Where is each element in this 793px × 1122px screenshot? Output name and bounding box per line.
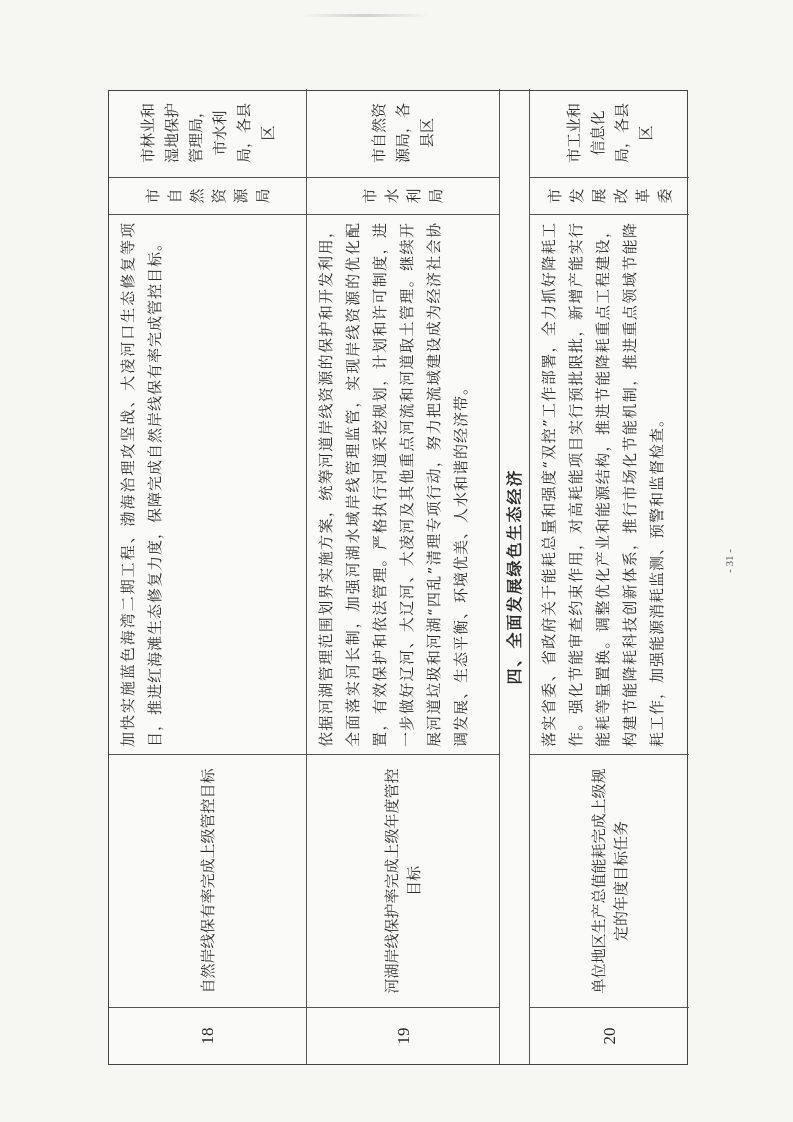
task-measures: 依据河湖管理范围划界实施方案，统筹河道岸线资源的保护和开发利用，全面落实河长制，加强河湖水域岸线管理监管，实现岸线资源的优化配置，有效保护和依法管理。严格执行河道采挖规划，计划和许可制度，进一步做好辽河、大辽河、大凌河及其他重点河流和河道取土管理。继续开展河道垃圾和河湖“四乱”清理专项行动，努力把流域建设成为经济社会协调发展、生态平衡、环境优美、人水和谐的经济带。 — [307, 214, 500, 754]
task-name: 河湖岸线保护率完成上级年度管控目标 — [307, 754, 500, 1007]
task-measures: 落实省委、省政府关于能耗总量和强度“双控”工作部署，全力抓好降耗工作。强化节能审查约束作用，对高耗能项目实行预批限批，新增产能实行能耗等量置换。调整优化产业和能源结构，推进节能降耗重点工程建设，构建节能降耗科技创新体系，推行市场化节能机制，推进重点领域节能降耗工作，加强能源消耗监测、预警和监督检查。 — [530, 214, 689, 754]
task-table — [108, 90, 688, 1065]
scan-artifact — [300, 14, 430, 17]
lead-unit: 市自然资源局 — [109, 177, 307, 214]
cooperating-units: 市林业和湿地保护管理局，市水利局，各县区 — [109, 89, 307, 177]
page-number: - 31 - — [723, 549, 736, 573]
lead-unit: 市水利局 — [307, 177, 500, 214]
task-measures: 加快实施蓝色海湾二期工程、渤海治理攻坚战、大凌河口生态修复等项目，推进红海滩生态修复力度，保障完成自然岸线保有率完成管控目标。 — [109, 214, 307, 754]
lead-unit: 市发展改革委 — [530, 177, 689, 214]
section-heading: 四、全面发展绿色生态经济 — [500, 89, 530, 1064]
cooperating-units: 市工业和信息化局，各县区 — [564, 103, 655, 164]
row-number: 18 — [109, 1007, 307, 1064]
cooperating-units: 市自然资源局，各县区 — [307, 89, 500, 177]
table-frame — [108, 90, 688, 1065]
row-number: 19 — [307, 1007, 500, 1064]
task-name: 单位地区生产总值能耗完成上级规定的年度目标任务 — [530, 754, 689, 1007]
row-number: 20 — [530, 1007, 689, 1064]
task-name: 自然岸线保有率完成上级管控目标 — [109, 754, 307, 1007]
